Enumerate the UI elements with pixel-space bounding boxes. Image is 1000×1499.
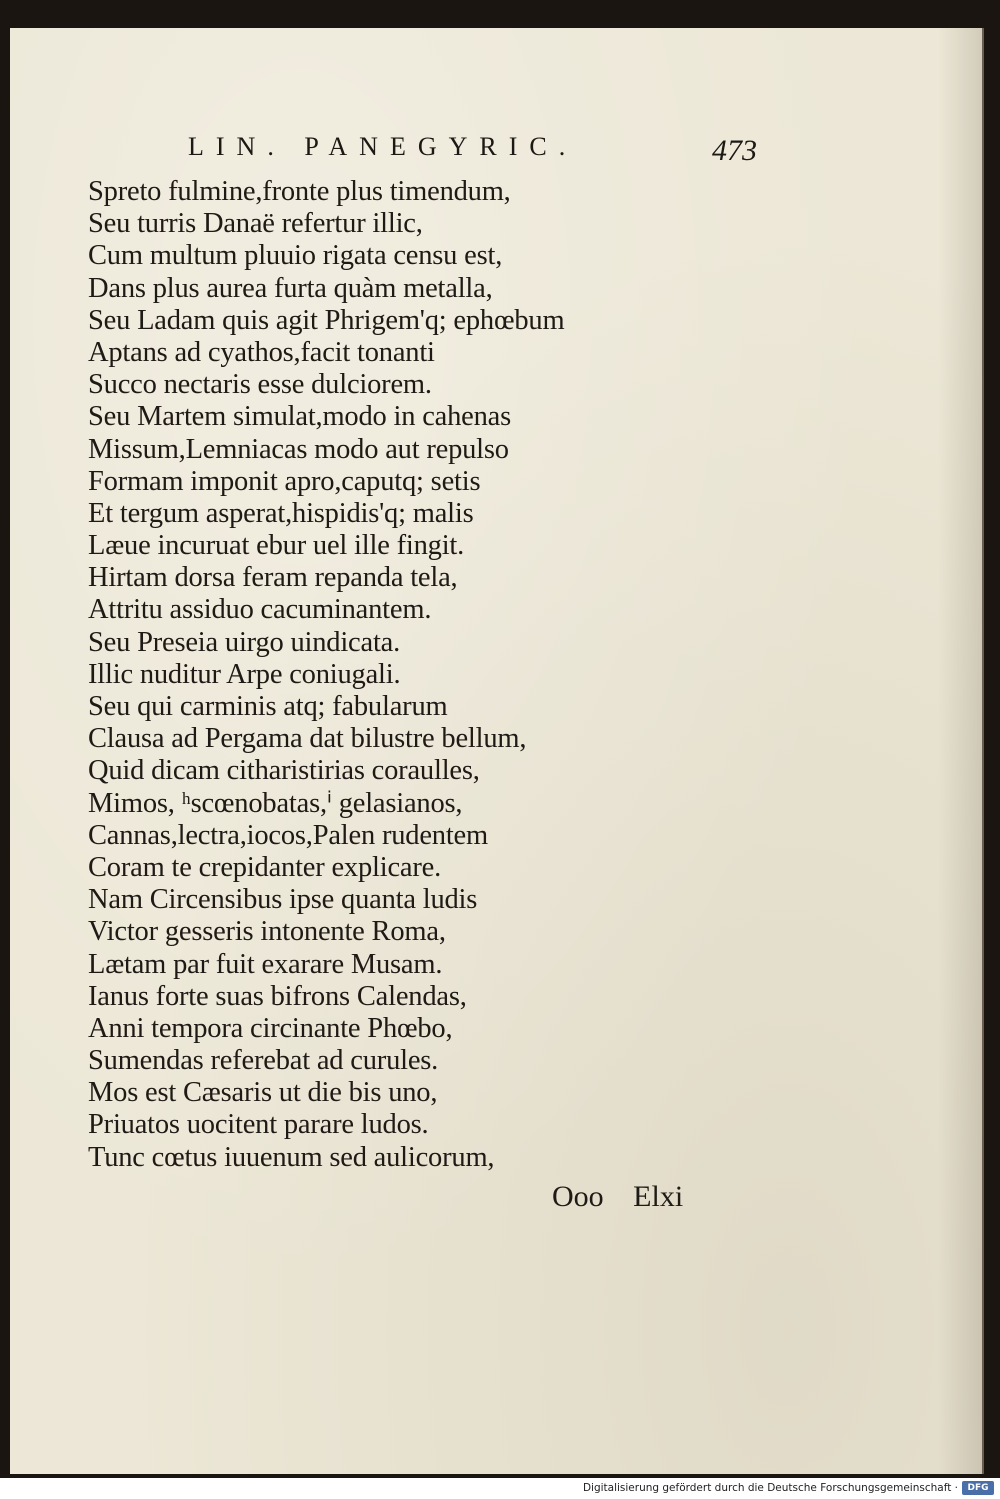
- verse-line: Coram te crepidanter explicare.: [88, 851, 442, 883]
- verse-line: Mos est Cæsaris ut die bis uno,: [88, 1077, 438, 1109]
- verse-line: Sumendas referebat ad curules.: [88, 1045, 439, 1077]
- verse-line: Spreto fulmine,fronte plus timendum,: [88, 176, 511, 207]
- verse-line: Anni tempora circinante Phœbo,: [88, 1012, 453, 1044]
- verse-line: Missum,Lemniacas modo aut repulso: [88, 433, 509, 465]
- running-head: LIN. PANEGYRIC.: [188, 132, 578, 161]
- verse-line: Seu Ladam quis agit Phrigem'q; ephœbum: [88, 304, 565, 336]
- footer-bar: [0, 1478, 1000, 1499]
- verse-line: Hirtam dorsa feram repanda tela,: [88, 562, 458, 594]
- verse-line: Nam Circensibus ipse quanta ludis: [88, 884, 478, 916]
- verse-line: Cannas,lectra,iocos,Palen rudentem: [88, 819, 488, 851]
- verse-line: Priuatos uocitent parare ludos.: [88, 1109, 429, 1141]
- verse-line: Quid dicam citharistirias coraulles,: [88, 755, 480, 787]
- verse-line: Attritu assiduo cacuminantem.: [88, 594, 432, 626]
- verse-line: Et tergum asperat,hispidis'q; malis: [88, 497, 474, 529]
- verse-line: Succo nectaris esse dulciorem.: [88, 369, 432, 401]
- verse-line: Victor gesseris intonente Roma,: [88, 916, 446, 948]
- verse-line: Tunc cœtus iuuenum sed aulicorum,: [88, 1141, 495, 1173]
- page-edge-shadow: [938, 28, 982, 1474]
- verse-line: Mimos, ʰscœnobatas,ⁱ gelasianos,: [88, 787, 463, 819]
- catchword-signature: Ooo Elxi: [552, 1180, 684, 1213]
- dfg-logo: DFG: [962, 1481, 994, 1495]
- verse-line: Cum multum pluuio rigata censu est,: [88, 240, 503, 272]
- footer-credit: Digitalisierung gefördert durch die Deutsche Forschungsgemeinschaft ·: [582, 1482, 958, 1494]
- verse-line: Seu Preseia uirgo uindicata.: [88, 626, 401, 658]
- verse-line: Seu qui carminis atq; fabularum: [88, 691, 448, 722]
- verse-line: Aptans ad cyathos,facit tonanti: [88, 336, 435, 368]
- verse-line: Seu Martem simulat,modo in cahenas: [88, 401, 511, 433]
- verse-text: [88, 176, 564, 1174]
- verse-line: Læue incuruat ebur uel ille fingit.: [88, 530, 465, 562]
- verse-line: Seu turris Danaë refertur illic,: [88, 208, 423, 240]
- verse-line: Illic nuditur Arpe coniugali.: [88, 658, 401, 690]
- page-number: 473: [712, 134, 757, 167]
- verse-line: Clausa ad Pergama dat bilustre bellum,: [88, 723, 527, 755]
- verse-line: Ianus forte suas bifrons Calendas,: [88, 980, 467, 1012]
- verse-line: Formam imponit apro,caputq; setis: [88, 465, 481, 497]
- verse-line: Lætam par fuit exarare Musam.: [88, 948, 443, 980]
- verse-line: Dans plus aurea furta quàm metalla,: [88, 272, 493, 304]
